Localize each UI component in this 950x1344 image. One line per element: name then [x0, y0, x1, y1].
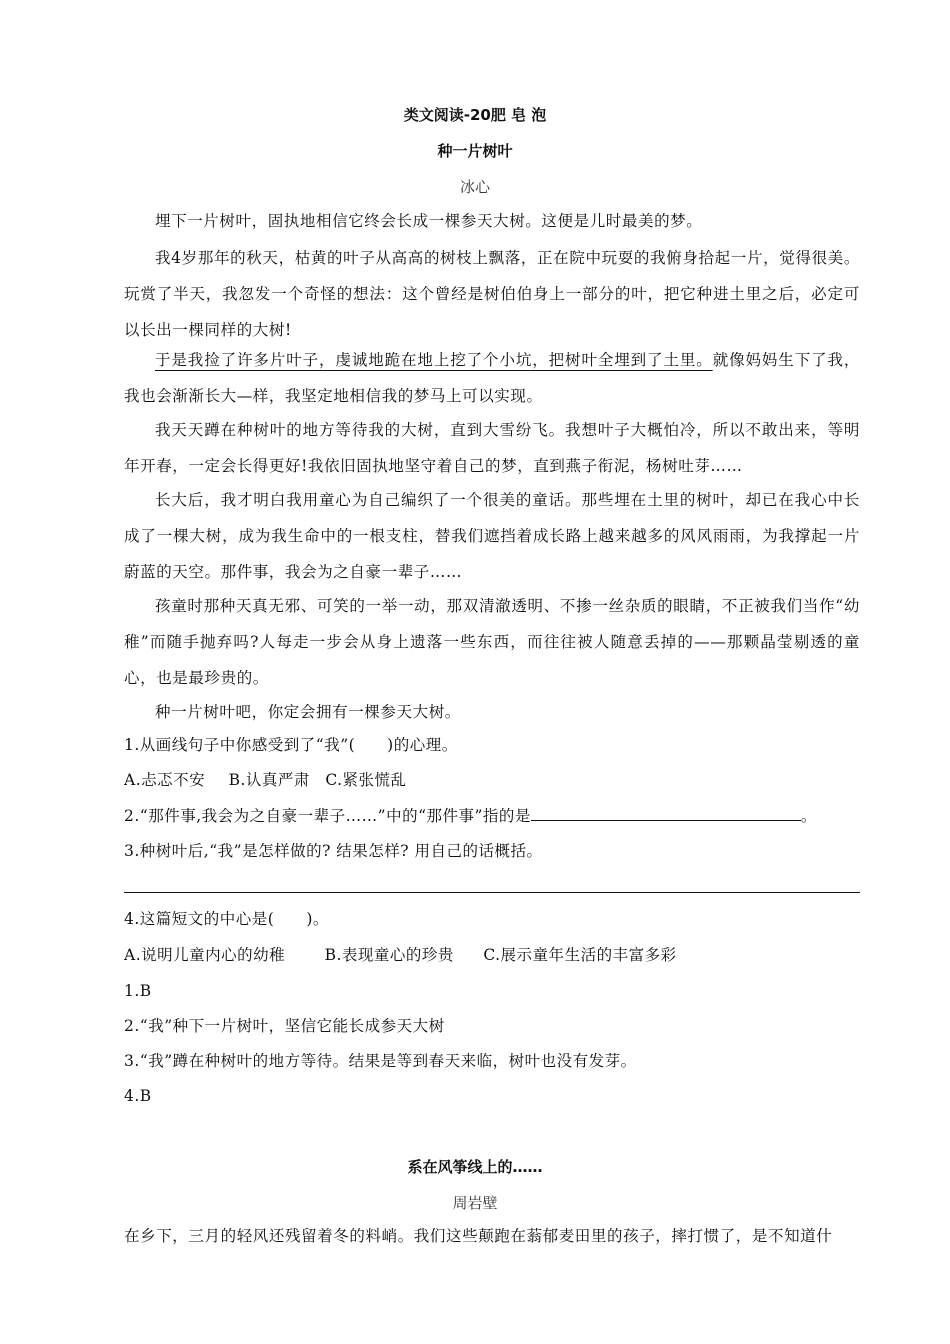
article-2-author: 周岩壁 — [452, 1194, 498, 1212]
article-author: 冰心 — [459, 178, 490, 196]
question-1: 1.从画线句子中你感受到了“我”( )的心理。 — [124, 736, 458, 754]
paragraph-3-rest: 就像妈妈生下了我，我也会渐渐长大—样，我坚定地相信我的梦马上可以实现。 — [124, 351, 861, 405]
article-title: 种一片树叶 — [437, 142, 513, 160]
answer-line — [124, 892, 860, 893]
option-a: A.忐忑不安 — [124, 771, 206, 789]
paragraph-4: 我天天蹲在种树叶的地方等待我的大树，直到大雪纷飞。我想叶子大概怕冷，所以不敢出来，等明年开春，一定会长得更好!我依旧固执地坚守着自己的梦，直到燕子衔泥，杨树吐芽…… — [124, 421, 860, 475]
paragraph-1: 埋下一片树叶，固执地相信它终会长成一棵参天大树。这便是儿时最美的梦。 — [155, 212, 703, 230]
page-title: 类文阅读-20肥 皂 泡 — [403, 106, 547, 124]
question-2-text: 2.“那件事,我会为之自豪一辈子……”中的“那件事”指的是 — [124, 807, 531, 825]
question-1-options — [124, 770, 860, 790]
paragraph-2: 我4岁那年的秋天，枯黄的叶子从高高的树枝上飘落，正在院中玩耍的我俯身拾起一片，觉得很美。玩赏了半天，我忽发一个奇怪的想法：这个曾经是树伯伯身上一部分的叶，把它种进土里之后，必定可以长出一棵同样的大树! — [124, 249, 860, 339]
question-2 — [124, 806, 860, 826]
paragraph-7: 种一片树叶吧，你定会拥有一棵参天大树。 — [155, 703, 461, 721]
article-2-title: 系在风筝线上的…… — [407, 1158, 543, 1176]
answer-1: 1.B — [124, 982, 152, 1000]
answer-blank[interactable] — [531, 806, 801, 821]
option-b: B.认真严肃 — [228, 771, 310, 789]
paragraph-6: 孩童时那种天真无邪、可笑的一举一动，那双清澈透明、不掺一丝杂质的眼睛，不正被我们当作“幼稚”而随手抛弃吗?人每走一步会从身上遗落一些东西，而往往被人随意丢掉的——那颗晶莹剔透的童心，也是最珍贵的。 — [124, 597, 860, 687]
question-4-options — [124, 945, 860, 965]
question-2-end: 。 — [800, 807, 817, 825]
answer-3: 3.“我”蹲在种树叶的地方等待。结果是等到春天来临，树叶也没有发芽。 — [124, 1052, 637, 1070]
paragraph-3 — [124, 342, 860, 414]
option-c: C.展示童年生活的丰富多彩 — [483, 946, 677, 964]
option-c: C.紧张慌乱 — [325, 771, 407, 789]
answer-2: 2.“我”种下一片树叶，坚信它能长成参天大树 — [124, 1017, 445, 1035]
question-3: 3.种树叶后,“我”是怎样做的? 结果怎样? 用自己的话概括。 — [124, 842, 543, 860]
answer-4: 4.B — [124, 1087, 152, 1105]
question-4: 4.这篇短文的中心是( )。 — [124, 910, 329, 928]
paragraph-5: 长大后，我才明白我用童心为自己编织了一个很美的童话。那些埋在土里的树叶，却已在我心中长成了一棵大树，成为我生命中的一根支柱，替我们遮挡着成长路上越来越多的风风雨雨，为我撑起一片蔚蓝的天空。那件事，我会为之自豪一辈子…… — [124, 491, 860, 581]
option-b: B.表现童心的珍贵 — [324, 946, 454, 964]
underlined-sentence: 于是我捡了许多片叶子，虔诚地跪在地上挖了个小坑，把树叶全埋到了土里。 — [155, 351, 713, 369]
option-a: A.说明儿童内心的幼稚 — [124, 946, 286, 964]
article-2-paragraph-1: 在乡下，三月的轻风还残留着冬的料峭。我们这些颠跑在蓊郁麦田里的孩子，摔打惯了，是不知道什 — [124, 1227, 833, 1245]
